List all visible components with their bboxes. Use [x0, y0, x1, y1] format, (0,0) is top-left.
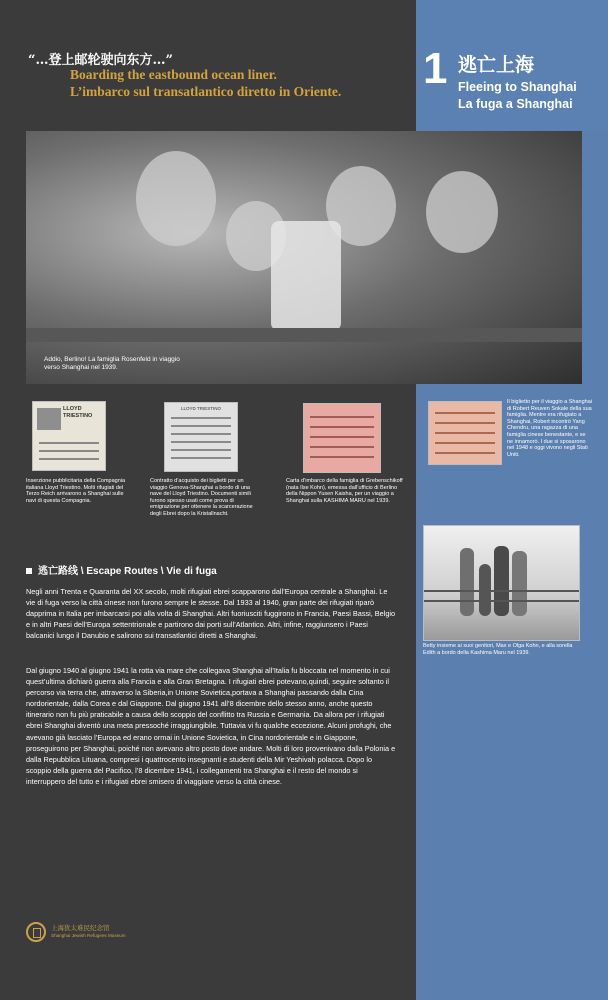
thumb-lloyd-advert — [32, 401, 106, 471]
thumb-sokale-ticket-caption: Il biglietto per il viaggio a Shanghai di Robert Reuven Sokale della sua famiglia. Mentre era rifugiato a Shanghai, Robert incontrò Yang Chendru, una ragazza di una famiglia cinese benestante, e se ne innamorò. I due si sposarono nel 1948 e oggi vivono negli Stati Uniti. — [507, 399, 593, 458]
thumb-boarding-card — [303, 403, 381, 473]
thumb-sokale-ticket-line — [435, 452, 496, 454]
thumb-lloyd-advert-image — [37, 408, 61, 430]
escape-routes-heading — [26, 562, 217, 577]
thumb-ticket-contract-line — [171, 449, 232, 451]
thumb-sokale-ticket-line — [435, 412, 496, 414]
thumb-kohn-rail — [424, 590, 579, 592]
thumb-kohn-person — [494, 546, 509, 616]
thumb-boarding-card-line — [310, 426, 374, 428]
quote-english: Boarding the eastbound ocean liner. — [70, 67, 277, 82]
thumb-ticket-contract-caption: Contratto d’acquisto dei biglietti per un viaggio Genova-Shanghai a bordo di una nave del Lloyd Triestino. Documenti simili furono spesso usati come prova di emigrazione per ottenere la scarcerazione degli Ebrei dopo la Kristallnacht. — [150, 478, 253, 517]
thumb-ticket-contract-line — [171, 441, 232, 443]
section-title-chinese: 逃亡上海 — [458, 54, 535, 76]
thumb-boarding-card-line — [310, 446, 374, 448]
quote-italian: L’imbarco sul transatlantico diretto in Oriente. — [70, 84, 342, 99]
museum-logo — [26, 921, 146, 943]
museum-name-chinese: 上海犹太难民纪念馆 — [51, 924, 110, 932]
photo-ship-rail — [26, 328, 582, 342]
thumb-sokale-ticket-line — [435, 432, 496, 434]
thumb-ticket-contract-line — [171, 433, 232, 435]
escape-routes-heading-text: 逃亡路线 \ Escape Routes \ Vie di fuga — [38, 566, 217, 577]
thumb-lloyd-advert-caption: Inserzione pubblicitaria della Compagnia italiana Lloyd Triestino. Molti rifugiati del Terzo Reich arrivarono a Shanghai sulle navi di questa Compagnia. — [26, 478, 126, 504]
thumb-kohn-family-photo — [423, 525, 580, 641]
thumb-ticket-contract-label: LLOYD TRIESTINO — [181, 406, 221, 411]
thumb-ticket-contract-line — [171, 417, 232, 419]
thumb-sokale-ticket — [428, 401, 502, 465]
thumb-lloyd-advert-line — [39, 458, 100, 460]
main-photo — [26, 131, 582, 384]
thumb-sokale-ticket-line — [435, 442, 496, 444]
section-title-italian: La fuga a Shanghai — [458, 97, 573, 111]
thumb-lloyd-advert-label: LLOYD TRIESTINO — [63, 406, 93, 419]
escape-routes-paragraph-2: Dal giugno 1940 al giugno 1941 la rotta via mare che collegava Shanghai all’Italia fu bloccata nel momento in cui quest’ultima dichiarò guerra alla Francia e alla Gran Bretagna. I rifugiati ebrei potevano,quindi, seguire soltanto il percorso via terra che, attraverso la Siberia,in Unione Sovietica,portava a Shanghai passando dalla Cina nordorientale, dalla Corea e dal Giappone. Dal giugno 1941 all’8 dicembre dello stesso anno, anche questo itinerario non fu più praticabile a causa dello scoppio del conflitto tra Russia e Germania. Da allora per i rifugiati ebrei Shanghai diventò una meta pressoché irraggiungibile. Tuttavia vi fu qualche eccezione. Alcuni profughi, che avevano già lasciato l’Europa ed erano ormai in Unione Sovietica, in Cina nordorientale e in Giappone, proseguirono per Shanghai, poiché non avevano altro posto dove andare. Molti di loro provenivano dalla Polonia e dalla Repubblica Lituana, compresi i quattrocento insegnanti e studenti della Mir Yeshivah polacca. Dopo lo scoppio della guerra del Pacifico, l’8 dicembre 1941, i collegamenti tra Shanghai e il resto del mondo si interruppero del tutto e i rifugiati ebrei smisero di viaggiare verso la città cinese. — [26, 666, 396, 786]
thumb-boarding-card-caption: Carta d’imbarco della famiglia di Grebenschikoff (nata Ilse Kohn), emessa dall’ufficio di Berlino della Nippon Yusen Kaisha, per un viaggio a Shanghai sulla KASHIMA MARU nel 1939. — [286, 478, 403, 504]
section-number: 1 — [423, 44, 448, 93]
thumb-kohn-person — [460, 548, 474, 616]
thumb-boarding-card-line — [310, 416, 374, 418]
thumb-kohn-rail — [424, 600, 579, 602]
photo-figure-left — [136, 151, 216, 246]
photo-handkerchief — [271, 221, 341, 331]
thumb-sokale-ticket-line — [435, 422, 496, 424]
main-photo-caption: Addio, Berlino! La famiglia Rosenfeld in viaggio verso Shanghai nel 1939. — [44, 356, 180, 371]
quote-chinese: “…登上邮轮驶向东方…” — [28, 53, 173, 68]
escape-routes-paragraph-1: Negli anni Trenta e Quaranta del XX secolo, molti rifugiati ebrei scapparono dall’Europa centrale a Shanghai. Le vie di fuga verso la città cinese non furono sempre le stesse. Dal 1933 al 1940, gran parte dei rifugiati riparò dapprima in Italia per imbarcarsi poi alla volta di Shanghai. Altri fuoriusciti fuggirono in Francia, Paesi Bassi, Belgio e in altri Paesi dell’Europa settentrionale e partirono dai porti sull’Atlantico. Altri, infine, raggiunsero i Paesi balcanici lungo il Danubio e salirono sui transatlantici diretti a Shanghai. — [26, 587, 396, 641]
museum-name-english: Shanghai Jewish Refugees Museum — [51, 933, 126, 938]
museum-emblem-icon — [26, 922, 46, 942]
thumb-kohn-family-caption: Betty insieme ai suoi genitori, Max e Olga Kohn, e alla sorella Edith a bordo della Kashima Maru nel 1939. — [423, 643, 573, 656]
thumb-boarding-card-line — [310, 436, 374, 438]
thumb-boarding-card-line — [310, 456, 374, 458]
thumb-kohn-person — [512, 551, 527, 616]
thumb-ticket-contract-line — [171, 425, 232, 427]
thumb-ticket-contract-line — [171, 457, 232, 459]
thumb-lloyd-advert-line — [39, 442, 100, 444]
thumb-ticket-contract — [164, 402, 238, 472]
bullet-square-icon — [26, 568, 32, 574]
section-title-english: Fleeing to Shanghai — [458, 80, 577, 94]
thumb-lloyd-advert-line — [39, 450, 100, 452]
photo-figure-woman — [426, 171, 498, 253]
